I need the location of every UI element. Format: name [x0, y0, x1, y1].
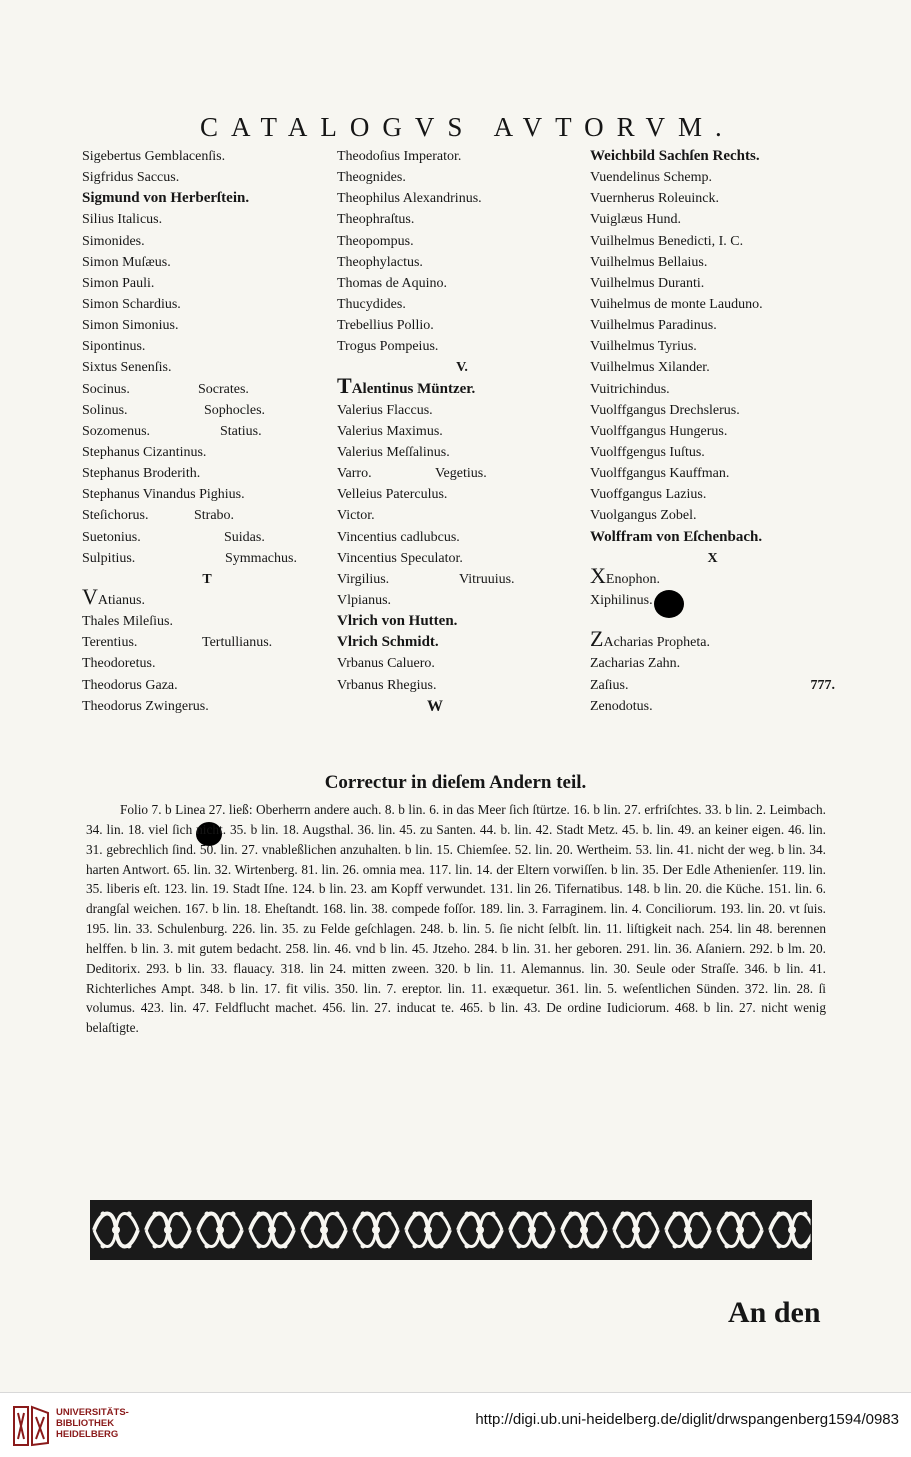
catalog-entry	[82, 146, 332, 167]
author-name: Valerius Flaccus.	[337, 402, 433, 418]
catalog-entry	[590, 653, 835, 674]
author-name: Zenodotus.	[590, 698, 653, 714]
catalog-entry	[337, 611, 587, 632]
running-title: CATALOGVS AVTORVM.	[200, 112, 735, 142]
author-name: Vlrich Schmidt.	[337, 634, 439, 651]
author-name: Suidas.	[224, 529, 265, 545]
catalog-entry	[337, 167, 587, 188]
catalog-entry	[337, 146, 587, 167]
author-name: Vlpianus.	[337, 592, 392, 608]
catalog-entry	[82, 463, 332, 484]
author-name: Thucydides.	[337, 296, 406, 312]
catalog-entry	[82, 421, 332, 442]
catalog-entry	[337, 372, 587, 400]
author-name: Velleius Paterculus.	[337, 487, 448, 503]
page-number: 777.	[810, 678, 835, 693]
catalog-entry	[590, 562, 835, 590]
library-name-line: UNIVERSITÄTS-	[56, 1407, 129, 1418]
catalog-entry	[590, 336, 835, 357]
author-name: Vitruuius.	[459, 571, 515, 587]
author-name: Trogus Pompeius.	[337, 339, 439, 355]
catalog-entry	[337, 548, 587, 569]
author-name: Sigebertus Gemblacenſis.	[82, 149, 226, 164]
author-name: X	[707, 550, 718, 566]
catalog-entry	[337, 463, 587, 484]
catalog-entry	[590, 442, 835, 463]
author-name: Theodoſius Imperator.	[337, 149, 462, 164]
catalog-entry	[82, 209, 332, 230]
author-name: Vuolffgangus Hungerus.	[590, 423, 728, 439]
author-name: Theodorus Gaza.	[82, 677, 178, 693]
catalog-entry	[82, 548, 332, 569]
catalog-entry	[337, 505, 587, 526]
catalog-entry	[82, 252, 332, 273]
author-name: Simon Schardius.	[82, 296, 181, 312]
author-name: Vuolffgangus Drechslerus.	[590, 402, 740, 418]
ornament-border	[90, 1200, 812, 1260]
catalog-entry	[337, 252, 587, 273]
author-name: Simon Muſæus.	[82, 254, 171, 270]
author-name: Enophon.	[605, 571, 660, 587]
catalog-entry	[82, 696, 332, 717]
author-name: Theopompus.	[337, 233, 414, 249]
author-name: Vuilhelmus Tyrius.	[590, 339, 697, 355]
author-name: Terentius.	[82, 635, 138, 651]
catalog-entry	[82, 569, 332, 590]
author-name: W	[427, 697, 443, 715]
author-name: Vlrich von Hutten.	[337, 613, 458, 630]
author-name: Vuitrichindus.	[590, 381, 670, 397]
catalog-entry	[590, 252, 835, 273]
catalog-entry	[82, 583, 332, 611]
catalog-entry	[82, 336, 332, 357]
catalog-entry	[82, 484, 332, 505]
catalog-entry	[337, 315, 587, 336]
footer-bar	[0, 1392, 911, 1457]
author-name: Vincentius cadlubcus.	[337, 529, 460, 545]
catalog-entry	[82, 611, 332, 632]
author-name: Solinus.	[82, 402, 128, 418]
author-name: Strabo.	[194, 508, 235, 524]
catalog-entry	[82, 400, 332, 421]
catalog-column-1	[82, 146, 332, 717]
catalog-entry	[337, 209, 587, 230]
author-name: Theodoretus.	[82, 656, 156, 672]
author-name: Weichbild Sachſen Rechts.	[590, 148, 760, 164]
catalog-entry	[337, 400, 587, 421]
author-name: Vrbanus Caluero.	[337, 656, 435, 672]
catalog-entry	[82, 357, 332, 378]
catalog-entry	[337, 273, 587, 294]
catalog-column-2	[337, 146, 587, 717]
catalog-entry	[590, 548, 835, 569]
author-name: Socrates.	[198, 381, 249, 397]
catalog-entry	[337, 696, 587, 717]
catalog-entry	[337, 357, 587, 378]
author-name: Alentinus Müntzer.	[351, 380, 476, 397]
catalog-entry	[337, 632, 587, 653]
author-name: Sigmund von Herberſtein.	[82, 190, 250, 207]
catalog-entry	[590, 527, 835, 548]
catalog-entry	[590, 626, 835, 653]
catalog-entry	[590, 463, 835, 484]
initial-letter: V	[82, 583, 98, 609]
author-name: Symmachus.	[225, 550, 297, 566]
catalog-entry	[590, 315, 835, 336]
corrections-title: Correctur in dieſem Andern teil.	[324, 772, 587, 793]
catalog-entry	[590, 590, 835, 611]
catalog-entry	[337, 569, 587, 590]
author-name: Suetonius.	[82, 529, 141, 545]
author-name: Sipontinus.	[82, 339, 146, 355]
catalog-entry	[337, 188, 587, 209]
author-name: Simon Pauli.	[82, 275, 155, 291]
catalog-entry	[82, 294, 332, 315]
catalog-entry	[590, 696, 835, 717]
author-name: Vegetius.	[435, 466, 487, 482]
catalog-entry	[337, 653, 587, 674]
author-name: Atianus.	[97, 592, 145, 608]
author-name: Simon Simonius.	[82, 318, 179, 334]
author-name: Sigfridus Saccus.	[82, 170, 180, 186]
author-name: Vuilhelmus Xilander.	[590, 360, 710, 376]
author-name: Steſichorus.	[82, 508, 149, 524]
library-name-line: BIBLIOTHEK	[56, 1418, 115, 1429]
catalog-entry	[82, 675, 332, 696]
catalog-entry	[337, 231, 587, 252]
author-name: Vuolffgangus Kauffman.	[590, 466, 730, 482]
author-name: Vuilhelmus Paradinus.	[590, 318, 717, 334]
author-catalog	[0, 146, 911, 715]
author-name: Statius.	[220, 423, 262, 439]
author-name: Thales Mileſius.	[82, 614, 173, 630]
catalog-entry	[590, 188, 835, 209]
author-name: Varro.	[337, 466, 372, 482]
author-name: Vuolffgengus Iuſtus.	[590, 444, 705, 460]
catalog-entry	[590, 505, 835, 526]
author-name: Sixtus Senenſis.	[82, 360, 172, 376]
author-name: Zacharias Zahn.	[590, 656, 681, 672]
corrections-block	[86, 800, 826, 1038]
author-name: Vuilhelmus Duranti.	[590, 275, 705, 291]
catalog-entry	[590, 146, 835, 167]
library-name	[56, 1407, 129, 1440]
initial-letter: Z	[590, 626, 604, 652]
author-name: T	[202, 571, 212, 587]
catalog-entry	[590, 167, 835, 188]
catalog-entry	[337, 527, 587, 548]
catalog-entry	[337, 590, 587, 611]
catalog-entry	[590, 231, 835, 252]
catalog-entry	[337, 294, 587, 315]
catalog-entry	[82, 632, 332, 653]
ink-blot	[654, 590, 684, 618]
catalog-entry	[337, 336, 587, 357]
author-name: Stephanus Vinandus Pighius.	[82, 487, 245, 503]
author-name: Vuiglæus Hund.	[590, 212, 681, 228]
catalog-entry	[337, 442, 587, 463]
initial-letter: X	[590, 562, 606, 588]
library-name-line: HEIDELBERG	[56, 1429, 119, 1440]
catalog-entry	[82, 273, 332, 294]
author-name: Vuernherus Roleuinck.	[590, 191, 720, 207]
author-name: Trebellius Pollio.	[337, 318, 434, 334]
catalog-entry	[590, 675, 835, 696]
catalog-entry	[590, 273, 835, 294]
author-name: Socinus.	[82, 381, 130, 397]
author-name: Wolffram von Eſchenbach.	[590, 528, 763, 545]
author-name: Vrbanus Rhegius.	[337, 677, 437, 693]
catalog-entry	[82, 379, 332, 400]
catchword: An den	[728, 1296, 821, 1329]
author-name: Vuilhelmus Benedicti, I. C.	[590, 233, 744, 249]
catalog-entry	[590, 484, 835, 505]
author-name: Theophilus Alexandrinus.	[337, 191, 482, 207]
author-name: Zaſius.	[590, 677, 629, 693]
author-name: Victor.	[337, 508, 375, 524]
author-name: Sozomenus.	[82, 423, 151, 439]
author-name: V.	[456, 360, 468, 376]
author-name: Sulpitius.	[82, 550, 136, 566]
catalog-entry	[590, 611, 835, 632]
source-url-link[interactable]: http://digi.ub.uni-heidelberg.de/diglit/drwspangenberg1594/0983	[475, 1411, 899, 1428]
author-name: Tertullianus.	[202, 635, 273, 651]
author-name: Simonides.	[82, 233, 145, 249]
author-name: Vuoffgangus Lazius.	[590, 487, 707, 503]
catalog-entry	[337, 421, 587, 442]
author-name: Valerius Maximus.	[337, 423, 443, 439]
author-name: Vuilhelmus Bellaius.	[590, 254, 708, 270]
initial-letter: T	[337, 372, 352, 398]
author-name: Sophocles.	[204, 402, 266, 418]
author-name: Vuolgangus Zobel.	[590, 508, 697, 524]
catalog-entry	[590, 209, 835, 230]
catalog-column-3	[590, 146, 835, 717]
catalog-entry	[590, 400, 835, 421]
catalog-entry	[82, 167, 332, 188]
author-name: Theodorus Zwingerus.	[82, 698, 209, 714]
author-name: Virgilius.	[337, 571, 390, 587]
author-name: Theophylactus.	[337, 254, 423, 270]
catalog-entry	[337, 484, 587, 505]
author-name: Vuendelinus Schemp.	[590, 170, 713, 186]
library-logo-icon	[10, 1403, 52, 1449]
corrections-text: Folio 7. b Linea 27. ließ: Oberherrn andere auch. 8. b lin. 6. in das Meer ſich ſtürtze. 16. b lin. 27. erfriſchtes. 33. b lin. 2. Leimbach. 34. lin. 18. viel ſich nicht. 35. b lin. 18. Augsthal. 36. lin. 45. zu Santen. 44. b. lin. 42. Stadt Metz. 45. b. lin. 49. an keiner eigen. 46. lin. 31. gebrechlich ſind. 50. lin. 27. vnableßlichen anzuhalten. b lin. 15. Chiemſee. 52. lin. 20. Wertheim. 53. lin. 41. nicht der weg. b lin. 34. harten Antwort. 65. lin. 32. Wirtenberg. 81. lin. 26. omnia mea. 117. lin. 14. der Eltern vorwiſſen. b lin. 35. Der Edle Athenienſer. 119. lin. 35. liberis eſt. 123. lin. 19. Stadt Iſne. 124. b lin. 23. am Kopff verwundet. 131. lin 26. Tifernatibus. 148. b lin. 20. die Küche. 151. lin. 6. drangſal weichen. 167. b lin. 18. Eheſtandt. 168. lin. 38. compede foſſor. 189. lin. 3. Farraginem. lin. 4. Conciliorum. 193. lin. 20. vt ſuis. 195. lin. 33. Schulenburg. 226. lin. 35. zu Felde geſchlagen. 248. b. lin. 5. ſie nicht ſelbſt. lin. 11. liſtigkeit nach. 254. lin 48. berennen helffen. b lin. 3. mit gutem bedacht. 258. lin. 46. vnd b lin. 45. Jtzeho. 284. b lin. 31. her geboren. 291. lin. 36. Aſaniern. 292. b lm. 20. Deditorix. 293. b lin. 33. flauacy. 318. lin 24. mitten zween. 320. b lin. 11. Alemannus. lin. 30. Seule oder Straſſe. 346. b lin. 41. Richterliches Ampt. 348. b lin. 17. fit vilis. 350. lin. 7. ereptor. lin. 11. exæquetur. 361. lin. 5. weſentlichen Sünden. 372. lin. 28. ſi volumus. 423. lin. 47. Feldflucht machet. 456. lin. 27. inducat te. 465. b lin. 43. De ordine Iudiciorum. 468. b lin. 27. nicht wenig belaſtigte.	[86, 802, 826, 1036]
catalog-entry	[82, 188, 332, 209]
author-name: Theognides.	[337, 170, 406, 186]
author-name: Silius Italicus.	[82, 212, 163, 228]
author-name: Vuihelmus de monte Lauduno.	[590, 296, 763, 312]
catalog-entry	[590, 421, 835, 442]
catalog-entry	[590, 294, 835, 315]
catalog-entry	[82, 505, 332, 526]
catalog-entry	[82, 653, 332, 674]
catalog-entry	[590, 357, 835, 378]
catalog-entry	[82, 231, 332, 252]
author-name: Stephanus Broderith.	[82, 466, 201, 482]
author-name: Vincentius Speculator.	[337, 550, 463, 566]
catalog-entry	[82, 442, 332, 463]
catalog-entry	[82, 315, 332, 336]
author-name: Thomas de Aquino.	[337, 275, 448, 291]
catalog-entry	[82, 527, 332, 548]
author-name: Xiphilinus.	[590, 592, 653, 608]
catalog-entry	[590, 379, 835, 400]
catalog-entry	[337, 675, 587, 696]
author-name: Theophraſtus.	[337, 212, 415, 228]
author-name: Acharias Propheta.	[603, 635, 710, 651]
author-name: Stephanus Cizantinus.	[82, 444, 207, 460]
author-name: Valerius Meſſalinus.	[337, 444, 450, 460]
